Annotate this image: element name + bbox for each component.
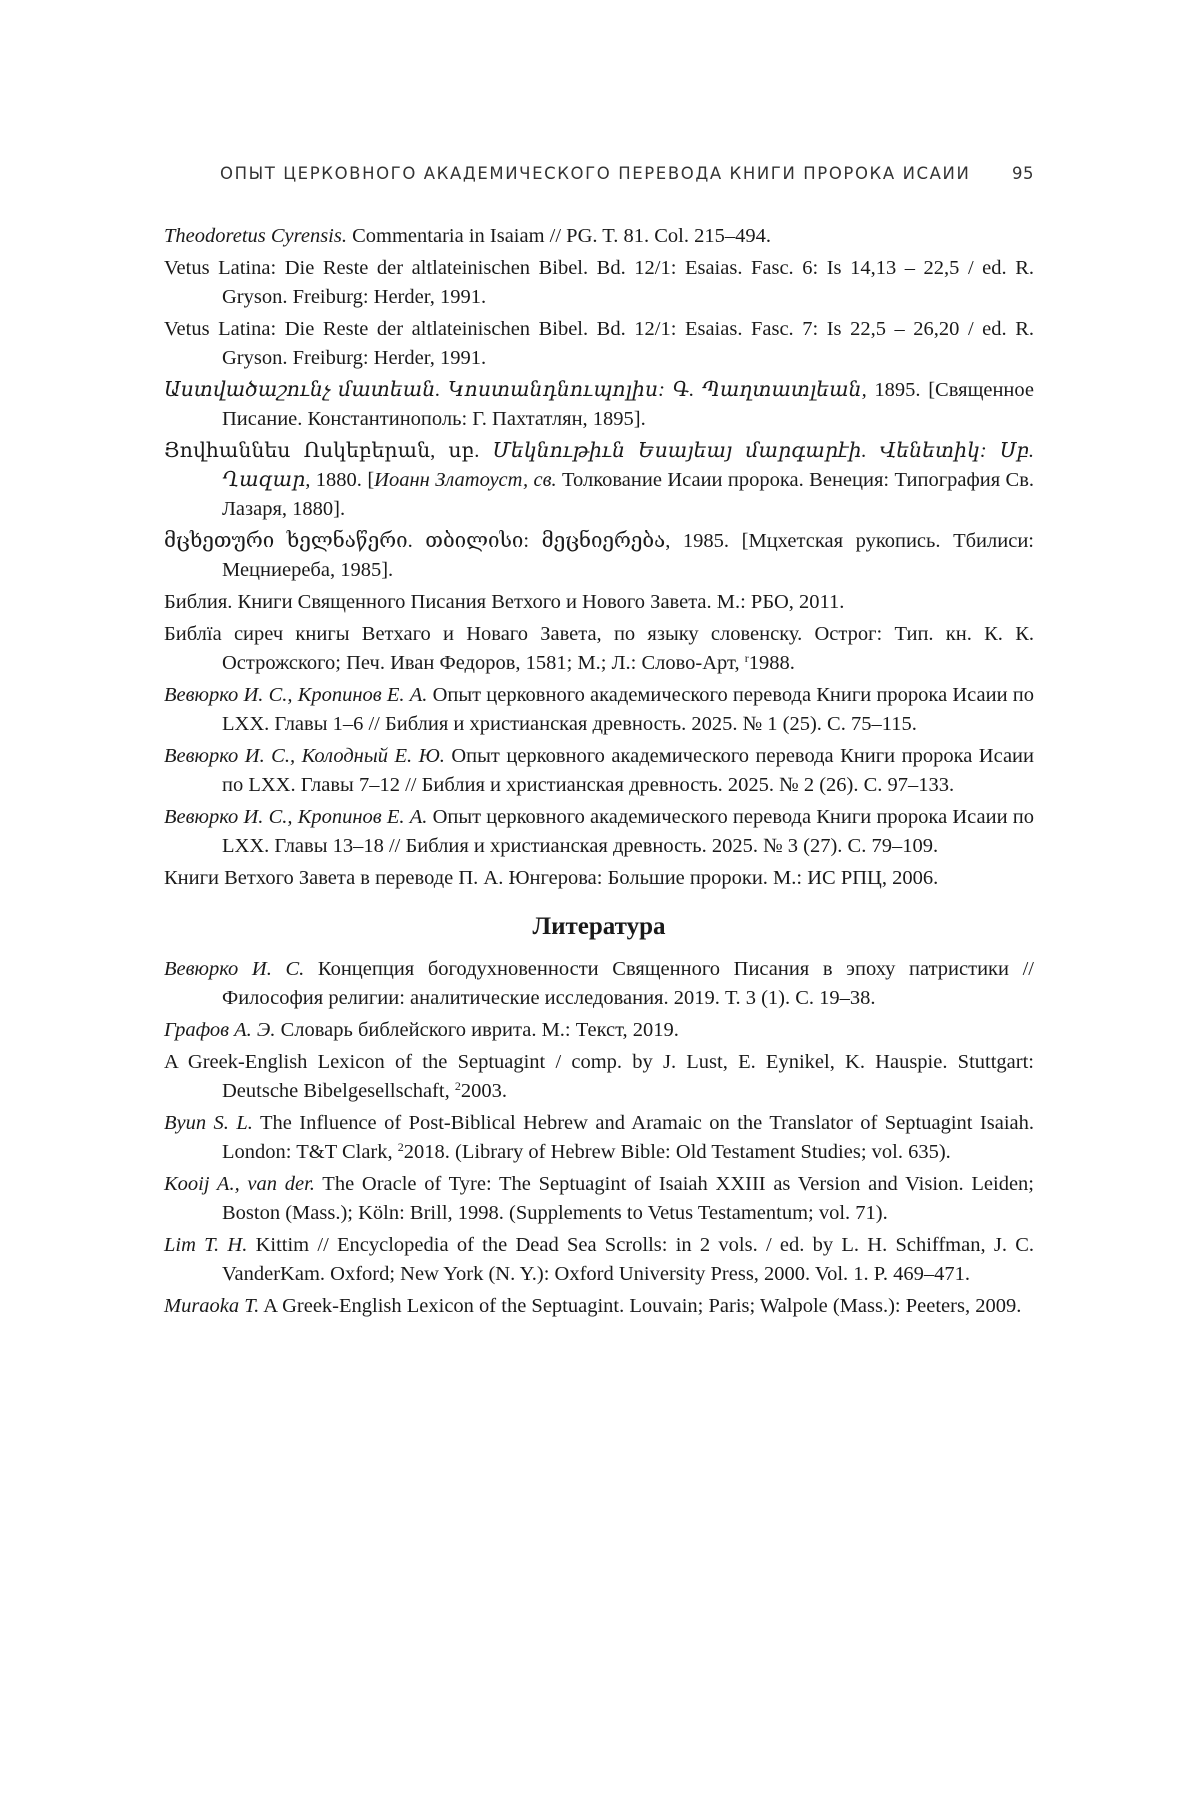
literature-text: Словарь библейского иврита. М.: Текст, 2019. [275,1019,679,1041]
running-title: ОПЫТ ЦЕРКОВНОГО АКАДЕМИЧЕСКОГО ПЕРЕВОДА КНИГИ ПРОРОКА ИСАИИ [220,164,971,183]
source-author: Вевюрко И. С., Кропинов Е. А. [164,684,428,706]
literature-heading: Литература [532,913,666,940]
source-item [164,742,1034,800]
literature-item [164,1170,1034,1228]
source-item [164,315,1034,373]
literature-author: Графов А. Э. [164,1019,276,1041]
literature-item [164,1016,1034,1045]
source-item [164,222,1034,251]
source-text: Յովհաննես Ոսկեբերան, սբ. [164,440,493,462]
edition-superscript: r [744,651,749,665]
source-item [164,437,1034,524]
edition-superscript: 2 [397,1140,404,1154]
literature-text: A Greek-English Lexicon of the Septuagint / comp. by J. Lust, E. Eynikel, K. Hauspie. Stuttgart: Deutsche Bibelgesellschaft, [164,1051,1034,1102]
source-author: Иоанн Златоуст, св. [374,469,557,491]
page-header [164,150,1034,190]
source-author: Աստվածաշունչ մատեան. Կոստանդնուպոլիս: Գ. Պաղտատլեան, [164,379,867,401]
literature-text: A Greek-English Lexicon of the Septuagint. Louvain; Paris; Walpole (Mass.): Peeters, 2009. [259,1295,1022,1317]
source-item [164,588,1034,617]
source-text: 1880. [ [310,469,375,491]
source-title: Մեկնութիւն Եսայեայ մարգարէի. Վենետիկ: Սբ. Ղազար, [222,440,1034,491]
source-text: Библия. Книги Священного Писания Ветхого и Нового Завета. М.: РБО, 2011. [164,591,845,613]
source-text: 1895. [Священное Писание. Константинополь: Г. Пахтатлян, 1895]. [222,379,1034,430]
source-text: Опыт церковного академического перевода Книги пророка Исаии по LXX. Главы 1–6 // Библия и христианская древность. 2025. № 1 (25). С. 75–115. [222,684,1034,735]
source-item [164,803,1034,861]
literature-text: 2018. (Library of Hebrew Bible: Old Testament Studies; vol. 635). [403,1141,951,1163]
literature-text: Kittim // Encyclopedia of the Dead Sea Scrolls: in 2 vols. / ed. by L. H. Schiffman, J. C. VanderKam. Oxford; New York (N. Y.): Oxford University Press, 2000. Vol. 1. P. 469–471. [222,1234,1034,1285]
source-item [164,681,1034,739]
literature-author: Вевюрко И. С. [164,958,305,980]
source-text: Vetus Latina: Die Reste der altlateinischen Bibel. Bd. 12/1: Esaias. Fasc. 6: Is 14,13 – 22,5 / ed. R. Gryson. Freiburg: Herder, 1991. [164,257,1034,308]
literature-author: Byun S. L. [164,1112,253,1134]
literature-text: Концепция богодухновенности Священного Писания в эпоху патристики // Философия религии: аналитические исследования. 2019. Т. 3 (1). С. 19–38. [222,958,1034,1009]
source-author: Вевюрко И. С., Колодный Е. Ю. [164,745,445,767]
literature-author: Muraoka T. [164,1295,260,1317]
bibliography-column [164,222,1034,1324]
source-author: Theodoretus Cyrensis. [164,225,347,247]
literature-item [164,1231,1034,1289]
source-text: მცხეთური ხელნაწერი. თბილისი: მეცნიერება, 1985. [Мцхетская рукопись. Тбилиси: Мецниереба, 1985]. [164,530,1034,581]
source-text: Опыт церковного академического перевода Книги пророка Исаии по LXX. Главы 7–12 // Библия и христианская древность. 2025. № 2 (26). С. 97–133. [222,745,1034,796]
literature-author: Kooij A., van der. [164,1173,315,1195]
literature-text: 2003. [460,1080,507,1102]
literature-text: The Influence of Post-Biblical Hebrew and Aramaic on the Translator of Septuagint Isaiah. London: T&T Clark, [222,1112,1034,1163]
source-text: Библїа сиреч книгы Ветхаго и Новаго Завета, по языку словенску. Острог: Тип. кн. К. К. Острожского; Печ. Иван Федоров, 1581; М.; Л.: Слово-Арт, [164,623,1034,674]
source-text: Толкование Исаии пророка. Венеция: Типография Св. Лазаря, 1880]. [222,469,1035,520]
source-text: Vetus Latina: Die Reste der altlateinischen Bibel. Bd. 12/1: Esaias. Fasc. 7: Is 22,5 – 26,20 / ed. R. Gryson. Freiburg: Herder, 1991. [164,318,1034,369]
source-item [164,527,1034,585]
literature-item [164,955,1034,1013]
source-text: Commentaria in Isaiam // PG. T. 81. Col. 215–494. [346,225,771,247]
source-item [164,376,1034,434]
source-item [164,864,1034,893]
source-item [164,254,1034,312]
page-number: 95 [1012,164,1034,183]
literature-list [164,955,1034,1321]
literature-author: Lim T. H. [164,1234,248,1256]
sources-list [164,222,1034,893]
source-text: Опыт церковного академического перевода Книги пророка Исаии по LXX. Главы 13–18 // Библия и христианская древность. 2025. № 3 (27). С. 79–109. [222,806,1034,857]
source-text: Книги Ветхого Завета в переводе П. А. Юнгерова: Большие пророки. М.: ИС РПЦ, 2006. [164,867,939,889]
source-author: Вевюрко И. С., Кропинов Е. А. [164,806,428,828]
source-item [164,620,1034,678]
literature-item [164,1292,1034,1321]
literature-item [164,1109,1034,1167]
literature-item [164,1048,1034,1106]
edition-superscript: 2 [454,1079,461,1093]
source-text: 1988. [748,652,795,674]
literature-text: The Oracle of Tyre: The Septuagint of Isaiah XXIII as Version and Vision. Leiden; Boston (Mass.); Köln: Brill, 1998. (Supplements to Vetus Testamentum; vol. 71). [222,1173,1034,1224]
